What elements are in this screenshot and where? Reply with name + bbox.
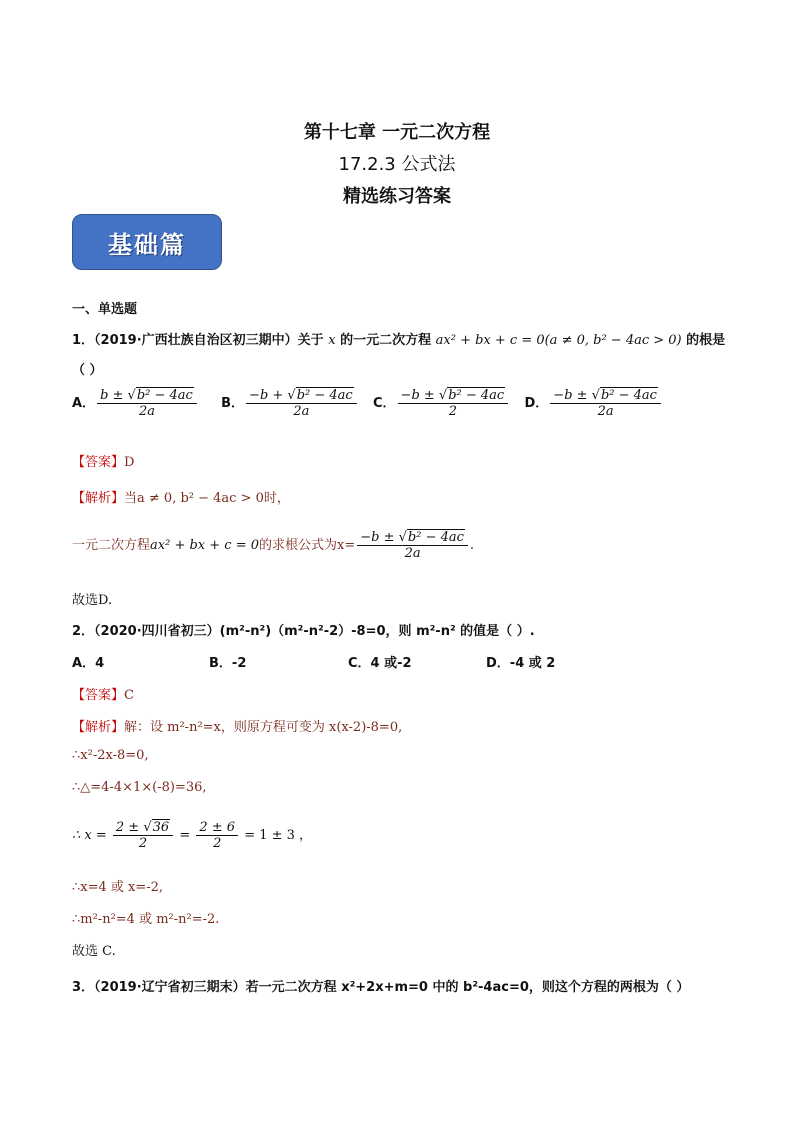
question-text: （2019·辽宁省初三期末）若一元二次方程 x²+2x+m=0 中的 b²-4ac=0，则这个方程的两根为（ ） — [94, 980, 690, 995]
analysis-line-1 — [72, 487, 290, 506]
option-label: D． — [524, 396, 549, 411]
analysis-tag: 【解析】 — [72, 491, 125, 506]
analysis-line-4: ∴x=4 或 x=-2, — [72, 880, 164, 895]
formula-result: = 1 ± 3 ， — [244, 828, 313, 843]
denominator: 2a — [138, 404, 155, 419]
denominator: 2 — [138, 836, 148, 851]
variable: x — [328, 333, 336, 348]
answer-tag: 【答案】 — [72, 455, 125, 470]
option-c: C． $\frac{\text{−b ± √b² − 4ac}}{2}$ — [373, 396, 510, 411]
denominator: 2a — [597, 404, 614, 419]
option-b: B． $\frac{\text{−b + √b² − 4ac}}{2a}$ — [221, 396, 359, 411]
question-text: （2020·四川省初三）(m²-n²)（m²-n²-2）-8=0，则 m²-n² 的值是（ ）. — [94, 624, 535, 639]
formula-lhs: ∴ x = — [72, 828, 107, 843]
denominator: 2 — [213, 836, 222, 851]
analysis-line-5: ∴m²-n²=4 或 m²-n²=-2. — [72, 912, 220, 927]
question-number: 1． — [72, 333, 95, 348]
section-title: 17.2.3 公式法 — [338, 154, 456, 175]
analysis-text: 的求根公式为 — [259, 538, 338, 553]
question-3-stem — [72, 976, 689, 995]
option-d: D． $\frac{\text{−b ± √b² − 4ac}}{2a}$ — [525, 396, 663, 411]
analysis-text: 一元二次方程 — [72, 538, 151, 553]
radicand: 36 — [152, 820, 170, 835]
option-label: D． — [486, 656, 510, 671]
analysis-line-1 — [72, 716, 402, 735]
numerator: 2 ± 6 — [196, 820, 238, 836]
numerator: b ± — [100, 388, 124, 403]
stem-text: 的一元二次方程 — [340, 333, 432, 348]
option-label: B． — [209, 656, 232, 671]
answer-paren: （ ） — [72, 363, 103, 378]
period: . — [469, 538, 475, 553]
radicand: b² − 4ac — [136, 388, 193, 403]
numerator: 2 ± — [115, 820, 140, 835]
option-label: C． — [348, 656, 371, 671]
answer-value: C — [124, 688, 134, 703]
radicand: b² − 4ac — [407, 530, 464, 545]
option-label: A． — [72, 656, 96, 671]
option-value: 4 或-2 — [370, 656, 412, 671]
equation: ax² + bx + c = 0(a ≠ 0, b² − 4ac > 0) — [435, 333, 682, 348]
analysis-line-2: 一元二次方程ax² + bx + c = 0的求根公式为x= $\frac{\text{−b ± √b² − 4ac}}{2a}$ . — [72, 530, 475, 561]
numerator: −b + — [249, 388, 284, 403]
option-label: B． — [221, 396, 245, 411]
question-type-heading: 一、单选题 — [72, 302, 138, 317]
conclusion-1: 故选D. — [72, 593, 113, 608]
numerator: −b ± — [360, 530, 395, 545]
radicand: b² − 4ac — [600, 388, 657, 403]
conclusion-2: 故选 C. — [72, 944, 116, 959]
option-label: C． — [373, 396, 396, 411]
root-formula: ∴ x = $\frac{2 \pm √36}{2}$ = $\frac{2 \pm 6}{2}$ = 1 ± 3 ， — [72, 820, 313, 851]
numerator: −b ± — [553, 388, 588, 403]
option-value: -4 或 2 — [509, 656, 556, 671]
chapter-title: 第十七章 一元二次方程 — [303, 122, 491, 143]
question-source: （2019·广西壮族自治区初三期中） — [94, 333, 298, 348]
answer-value: D — [124, 455, 135, 470]
numerator: −b ± — [400, 388, 435, 403]
question-number: 3． — [72, 980, 95, 995]
analysis-tag: 【解析】 — [72, 720, 125, 735]
option-a — [72, 652, 104, 671]
denominator: 2a — [404, 546, 421, 561]
denominator: 2 — [448, 404, 458, 419]
radicand: b² − 4ac — [296, 388, 353, 403]
analysis-text: 解：设 m²-n²=x，则原方程可变为 x(x-2)-8=0, — [124, 720, 403, 735]
denominator: 2a — [293, 404, 310, 419]
analysis-line-2: ∴x²-2x-8=0, — [72, 748, 149, 763]
option-b — [209, 652, 246, 671]
stem-text: 的根是 — [686, 333, 726, 348]
level-badge: 基础篇 — [72, 214, 222, 270]
answer-line-2 — [72, 684, 134, 703]
stem-text: 关于 — [297, 333, 324, 348]
question-1-stem — [72, 329, 725, 348]
equation: ax² + bx + c = 0 — [150, 538, 259, 553]
option-label: A． — [72, 396, 96, 411]
analysis-line-3: ∴△=4-4×1×(-8)=36, — [72, 780, 207, 795]
option-c — [348, 652, 412, 671]
analysis-text: 当a ≠ 0, b² − 4ac > 0时， — [124, 491, 290, 506]
option-value: -2 — [231, 656, 247, 671]
answer-line-1 — [72, 451, 134, 470]
option-a: A． $\frac{\text{b ± √b² − 4ac}}{2a}$ — [72, 396, 199, 411]
analysis-text: x= — [337, 538, 356, 553]
option-d — [486, 652, 555, 671]
question-number: 2． — [72, 624, 95, 639]
option-value: 4 — [95, 656, 105, 671]
answer-tag: 【答案】 — [72, 688, 125, 703]
question-1-options — [72, 388, 663, 419]
page-subtitle: 精选练习答案 — [343, 186, 451, 207]
question-2-stem — [72, 620, 535, 639]
radicand: b² − 4ac — [448, 388, 505, 403]
